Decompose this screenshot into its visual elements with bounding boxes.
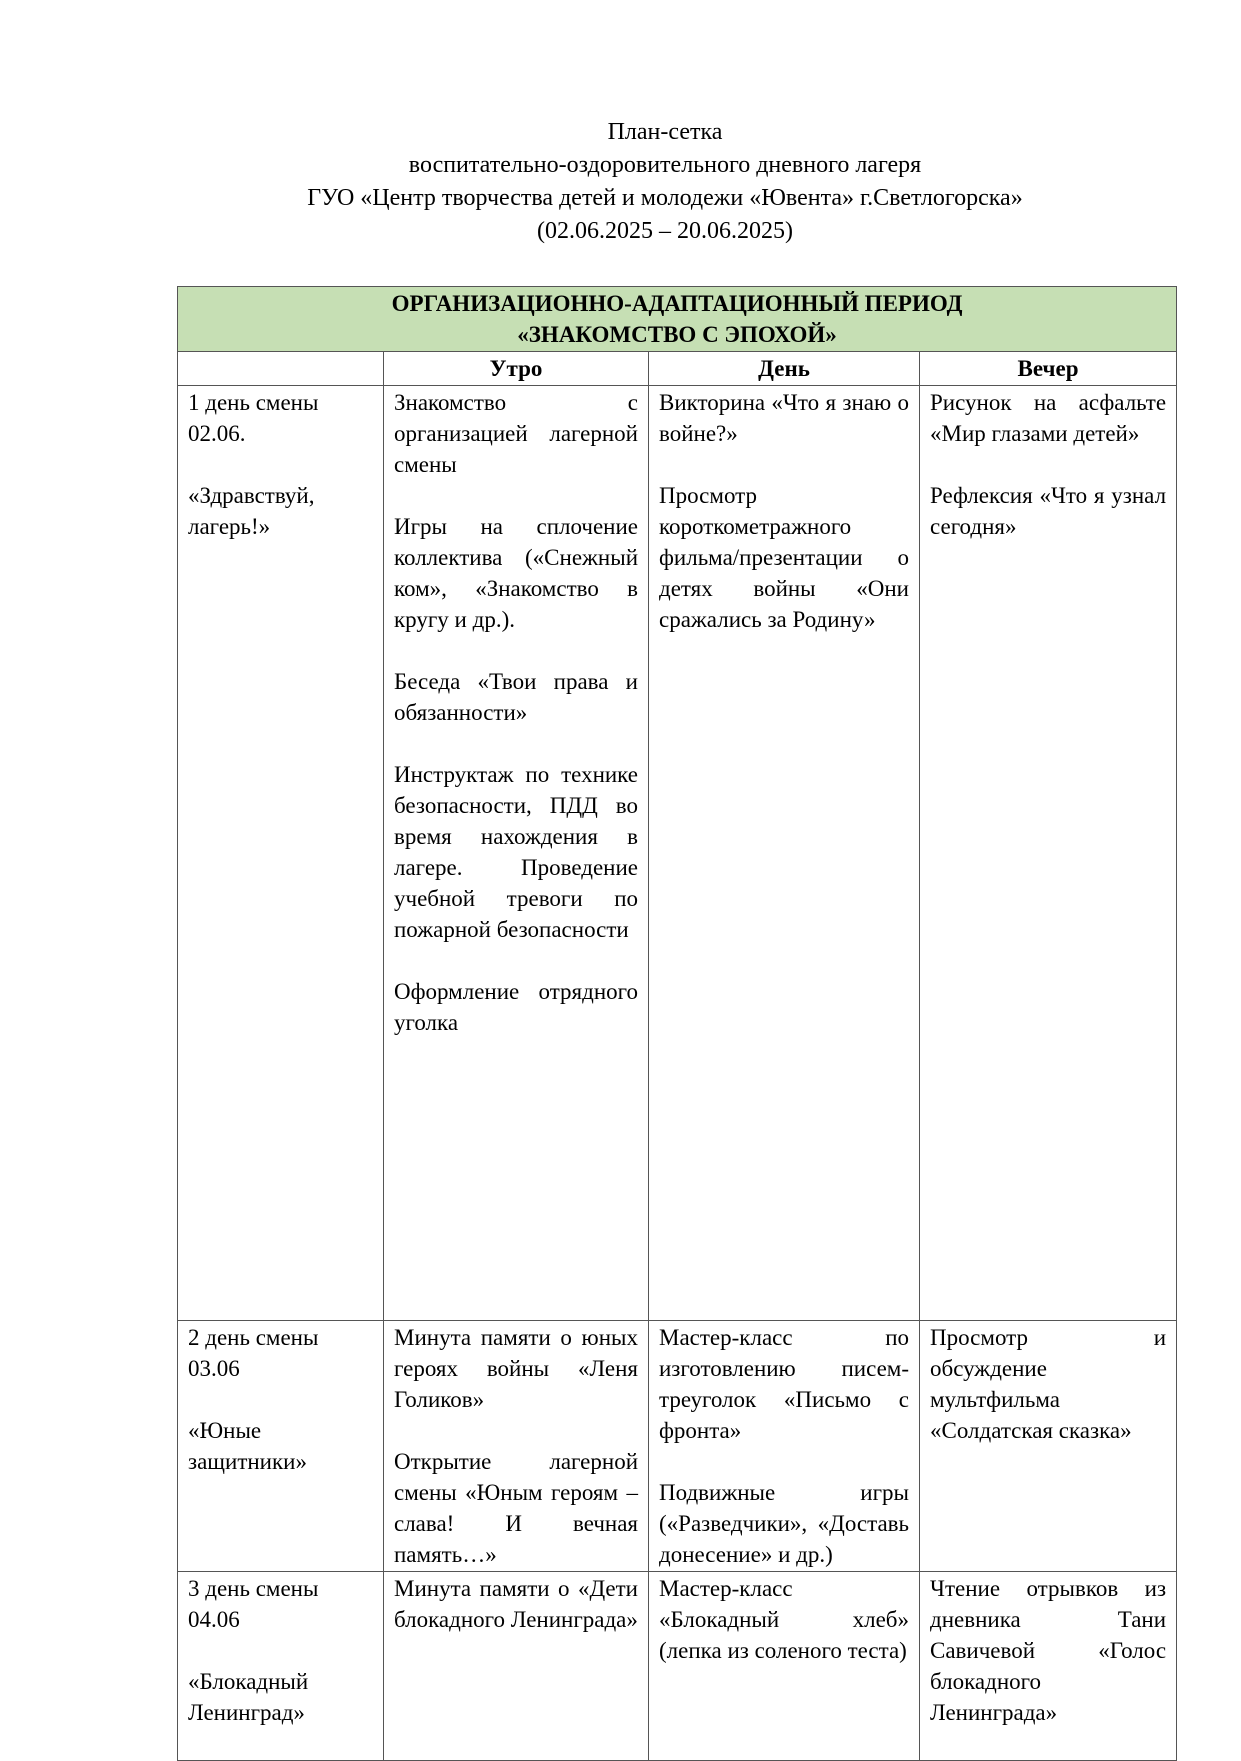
activity-item: Рисунок на асфальте «Мир глазами детей»	[930, 390, 1167, 446]
table-row	[178, 1321, 1177, 1572]
morning-cell	[384, 1321, 649, 1572]
document-header	[0, 116, 1241, 248]
table-row	[178, 386, 1177, 1321]
day-label-block	[188, 1322, 373, 1384]
period-title: ОРГАНИЗАЦИОННО-АДАПТАЦИОННЫЙ ПЕРИОД	[391, 291, 963, 316]
header-line-1: План-сетка	[607, 119, 723, 145]
day-cell	[178, 1572, 384, 1761]
header-line-4: (02.06.2025 – 20.06.2025)	[537, 218, 793, 244]
header-line-2: воспитательно-оздоровительного дневного лагеря	[408, 152, 922, 178]
day-number: 1 день смены	[188, 390, 319, 415]
table-row	[178, 1572, 1177, 1761]
period-header-row	[178, 287, 1177, 352]
day-date: 03.06	[188, 1356, 240, 1381]
day-cell	[178, 386, 384, 1321]
morning-cell	[384, 1572, 649, 1761]
day-part-cell	[649, 1572, 920, 1761]
activity-item: Беседа «Твои права и обязанности»	[394, 669, 638, 725]
column-header-row	[178, 352, 1177, 386]
schedule-rows	[178, 386, 1177, 1761]
evening-cell	[920, 386, 1177, 1321]
evening-cell	[920, 1321, 1177, 1572]
day-number: 2 день смены	[188, 1325, 319, 1350]
header-line-3: ГУО «Центр творчества детей и молодежи «Ювента» г.Светлогорска»	[307, 185, 1023, 211]
day-number: 3 день смены	[188, 1576, 319, 1601]
day-theme: «Здравствуй, лагерь!»	[188, 483, 315, 539]
activity-item: Знакомство с организацией лагерной смены	[394, 390, 638, 477]
activity-item: Игры на сплочение коллектива («Снежный ком», «Знакомство в кругу и др.).	[394, 514, 638, 632]
activity-item: Рефлексия «Что я узнал сегодня»	[930, 483, 1167, 539]
column-header-empty	[178, 352, 384, 386]
evening-cell	[920, 1572, 1177, 1761]
activity-item: Минута памяти о «Дети блокадного Ленинграда»	[394, 1576, 638, 1632]
day-date: 04.06	[188, 1607, 240, 1632]
day-part-cell	[649, 1321, 920, 1572]
column-header-day: День	[649, 352, 920, 386]
activity-item: Подвижные игры («Разведчики», «Доставь донесение» и др.)	[659, 1480, 909, 1567]
activity-item: Открытие лагерной смены «Юным героям – слава! И вечная память…»	[394, 1449, 638, 1567]
activity-item: Просмотр и обсуждение мультфильма «Солдатская сказка»	[930, 1325, 1167, 1443]
activity-item: Викторина «Что я знаю о войне?»	[659, 390, 909, 446]
day-part-cell	[649, 386, 920, 1321]
activity-item: Мастер-класс по изготовлению писем-треуголок «Письмо с фронта»	[659, 1325, 909, 1443]
activity-item: Инструктаж по технике безопасности, ПДД во время нахождения в лагере. Проведение учебной тревоги по пожарной безопасности	[394, 762, 638, 942]
activity-item: Оформление отрядного уголка	[394, 979, 638, 1035]
day-label-block	[188, 1573, 373, 1635]
day-theme: «Юные защитники»	[188, 1418, 307, 1474]
day-cell	[178, 1321, 384, 1572]
column-header-evening: Вечер	[920, 352, 1177, 386]
activity-item: Чтение отрывков из дневника Тани Савичевой «Голос блокадного Ленинграда»	[930, 1576, 1167, 1725]
activity-item: Мастер-класс «Блокадный хлеб» (лепка из соленого теста)	[659, 1576, 909, 1663]
column-header-morning: Утро	[384, 352, 649, 386]
activity-item: Минута памяти о юных героях войны «Леня Голиков»	[394, 1325, 638, 1412]
period-header	[178, 287, 1177, 352]
day-label-block	[188, 387, 373, 449]
schedule-table	[177, 286, 1177, 1761]
activity-item: Просмотр короткометражного фильма/презентации о детях войны «Они сражались за Родину»	[659, 483, 909, 632]
day-theme: «Блокадный Ленинград»	[188, 1669, 309, 1725]
morning-cell	[384, 386, 649, 1321]
day-date: 02.06.	[188, 421, 246, 446]
period-subtitle: «ЗНАКОМСТВО С ЭПОХОЙ»	[517, 322, 837, 347]
